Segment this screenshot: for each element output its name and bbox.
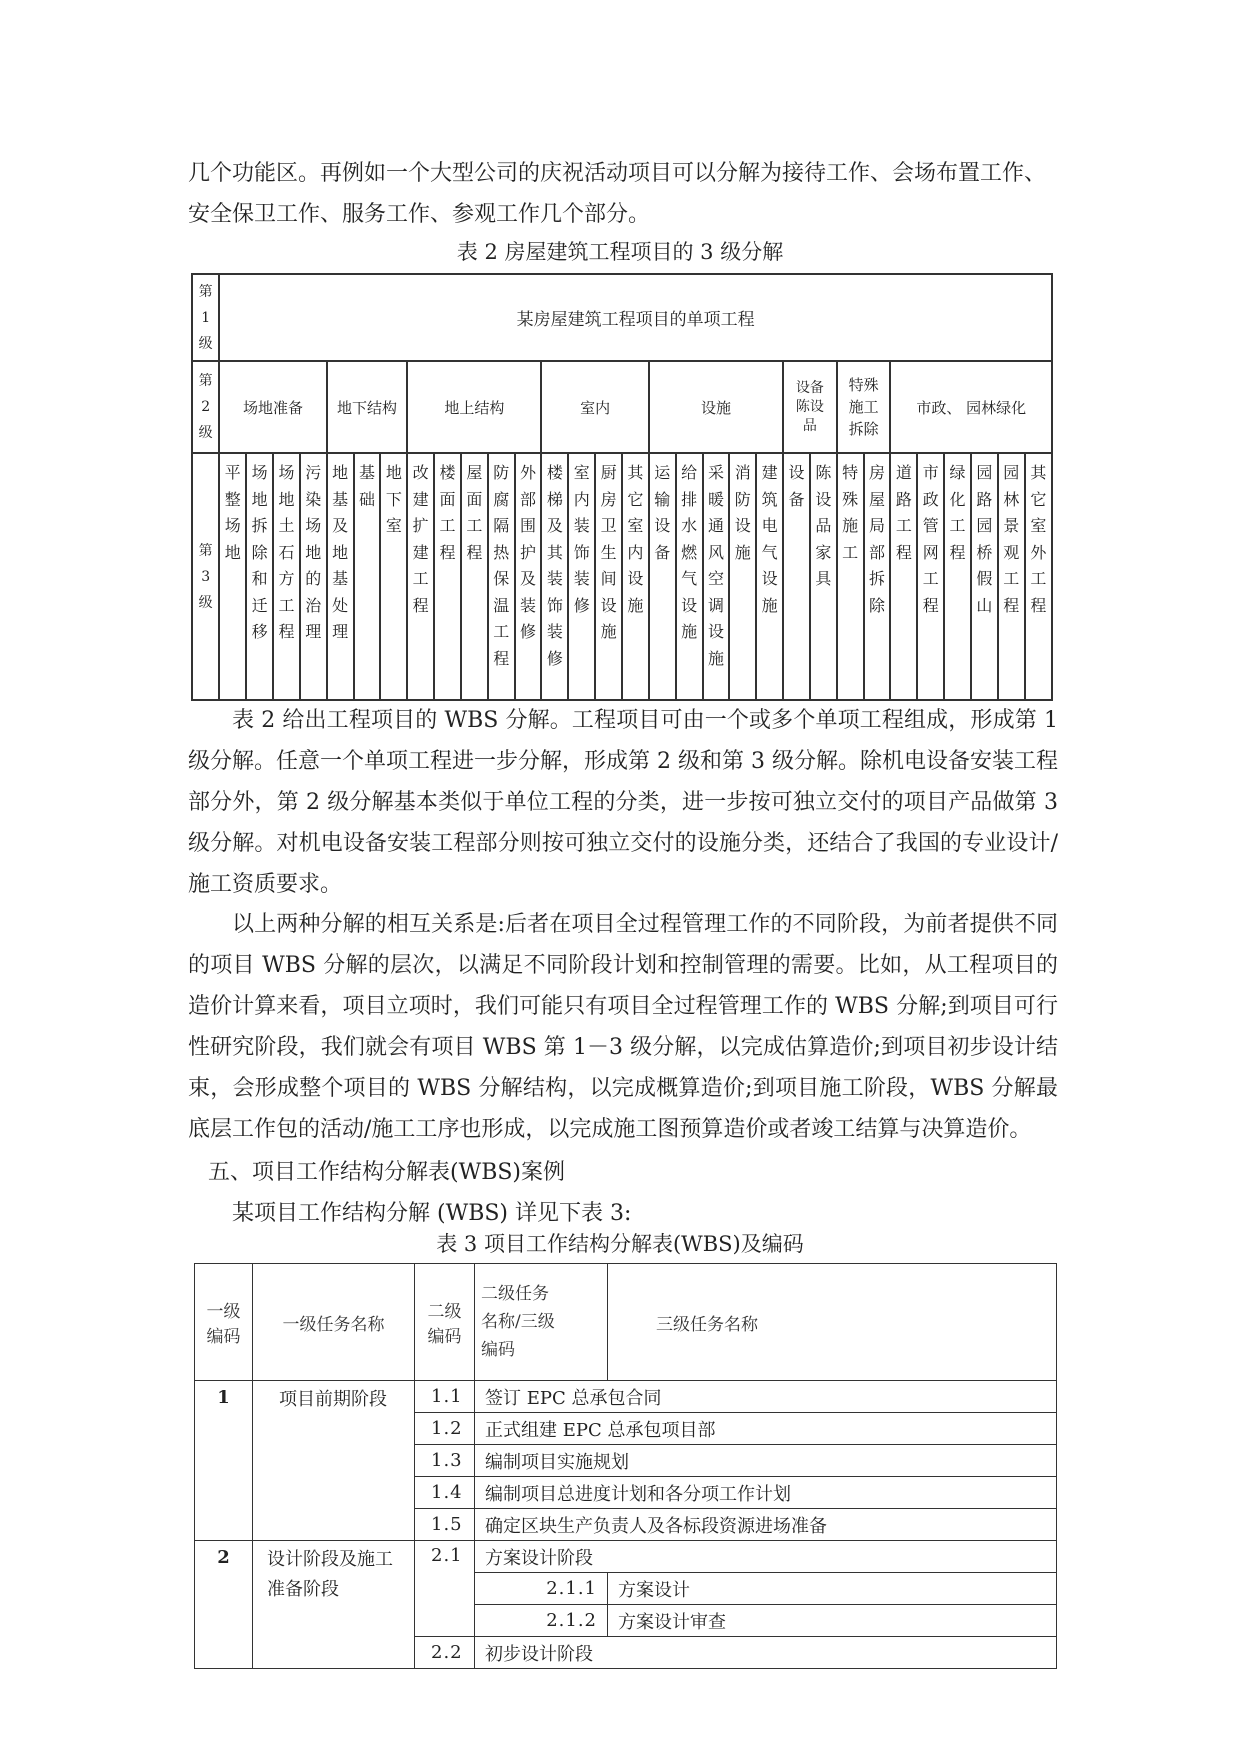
level-3-cell: 地下室 [380, 453, 407, 700]
section-heading-5: 五、项目工作结构分解表(WBS)案例 [208, 1160, 566, 1185]
level-3-cell: 园林景观工程 [998, 453, 1025, 700]
level3-name: 方案设计审查 [608, 1605, 1057, 1637]
header-level1-code: 一级编码 [195, 1264, 253, 1381]
level-3-cell: 屋面工程 [461, 453, 488, 700]
paragraph-3: 以上两种分解的相互关系是:后者在项目全过程管理工作的不同阶段，为前者提供不同的项目 WBS 分解的层次，以满足不同阶段计划和控制管理的需要。比如，从工程项目的造价计算来看，项目立项时，我们可能只有项目全过程管理工作的 WBS 分解;到项目可行性研究阶段，我们就会有项目 WBS 第 1－3 级分解，以完成估算造价;到项目初步设计结束，会形成整个项目的 WBS 分解结构，以完成概算造价;到项目施工阶段，WBS 分解最底层工作包的活动/施工工序也形成，以完成施工图预算造价或者竣工结算与决算造价。 [188, 912, 1058, 1142]
level-3-cell: 场地土石方工程 [273, 453, 300, 700]
level2-code: 2.2 [415, 1637, 475, 1669]
level-3-cell: 楼面工程 [434, 453, 461, 700]
level-3-cell: 特殊施工 [837, 453, 864, 700]
level2-name: 编制项目实施规划 [475, 1445, 1057, 1477]
level-2-cell: 设备陈设品 [783, 361, 837, 453]
level-3-cell: 外部围护及装修 [515, 453, 542, 700]
level-3-cell: 室内装饰装修 [568, 453, 595, 700]
level-3-cell: 地基及地基处理 [327, 453, 354, 700]
level2-code: 1.3 [415, 1445, 475, 1477]
level-2-cell: 室内 [541, 361, 648, 453]
table-2-caption: 表 2 房屋建筑工程项目的 3 级分解 [456, 240, 784, 264]
level-3-cell: 基础 [354, 453, 381, 700]
level-2-cell: 设施 [649, 361, 783, 453]
level-1-title: 某房屋建筑工程项目的单项工程 [219, 274, 1052, 361]
header-level3-name: 三级任务名称 [608, 1264, 1057, 1381]
level2-name: 编制项目总进度计划和各分项工作计划 [475, 1477, 1057, 1509]
level2-code: 1.2 [415, 1413, 475, 1445]
level-3-cell: 房屋局部拆除 [864, 453, 891, 700]
level-1-label: 第1级 [192, 274, 219, 361]
level2-name: 正式组建 EPC 总承包项目部 [475, 1413, 1057, 1445]
level-2-cell: 地下结构 [327, 361, 408, 453]
table-2 [191, 273, 1053, 701]
level-2-cell: 特殊施工拆除 [837, 361, 891, 453]
paragraph-2: 表 2 给出工程项目的 WBS 分解。工程项目可由一个或多个单项工程组成，形成第 1 级分解。任意一个单项工程进一步分解，形成第 2 级和第 3 级分解。除机电设备安装工程部分外，第 2 级分解基本类似于单位工程的分类，进一步按可独立交付的项目产品做第 3 级分解。对机电设备安装工程部分则按可独立交付的设施分类，还结合了我国的专业设计/施工资质要求。 [188, 708, 1058, 897]
level-3-cell: 其它室外工程 [1025, 453, 1052, 700]
level-3-cell: 运输设备 [649, 453, 676, 700]
header-level2-code: 二级编码 [415, 1264, 475, 1381]
level3-code: 2.1.2 [475, 1605, 608, 1637]
level-3-cell: 设备 [783, 453, 810, 700]
header-level2-name: 二级任务名称/三级编码 [475, 1264, 608, 1381]
level-2-cell: 地上结构 [407, 361, 541, 453]
header-level1-name: 一级任务名称 [253, 1264, 415, 1381]
level-3-cell: 楼梯及其装饰装修 [541, 453, 568, 700]
level-2-cell: 市政、 园林绿化 [890, 361, 1052, 453]
level-3-cell: 采暖通风空调设施 [703, 453, 730, 700]
table-3-caption: 表 3 项目工作结构分解表(WBS)及编码 [436, 1232, 804, 1256]
level1-name: 设计阶段及施工准备阶段 [253, 1541, 415, 1669]
level-3-cell: 其它室内设施 [622, 453, 649, 700]
level-2-cell: 场地准备 [219, 361, 326, 453]
paragraph-4: 某项目工作结构分解 (WBS) 详见下表 3: [232, 1201, 632, 1226]
level2-name: 签订 EPC 总承包合同 [475, 1381, 1057, 1413]
level-3-cell: 道路工程 [890, 453, 917, 700]
level-3-cell: 厨房卫生间设施 [595, 453, 622, 700]
level2-code: 1.1 [415, 1381, 475, 1413]
level2-name: 确定区块生产负责人及各标段资源进场准备 [475, 1509, 1057, 1541]
paragraph-1-line-1: 几个功能区。再例如一个大型公司的庆祝活动项目可以分解为接待工作、会场布置工作、 [188, 161, 1047, 186]
level2-code: 1.4 [415, 1477, 475, 1509]
level-2-label: 第2级 [192, 361, 219, 453]
level-3-cell: 消防设施 [729, 453, 756, 700]
level-3-cell: 改建扩建工程 [407, 453, 434, 700]
level-3-cell: 平整场地 [219, 453, 246, 700]
level1-name: 项目前期阶段 [253, 1381, 415, 1541]
level-3-cell: 建筑电气设施 [756, 453, 783, 700]
level2-name: 方案设计阶段 [475, 1541, 1057, 1573]
level-3-cell: 防腐隔热保温工程 [488, 453, 515, 700]
level3-name: 方案设计 [608, 1573, 1057, 1605]
level2-code: 1.5 [415, 1509, 475, 1541]
level-3-label: 第3级 [192, 453, 219, 700]
level-3-cell: 陈设品家具 [810, 453, 837, 700]
level-3-cell: 场地拆除和迁移 [246, 453, 273, 700]
paragraph-1-line-2: 安全保卫工作、服务工作、参观工作几个部分。 [188, 202, 651, 227]
level-3-cell: 给排水燃气设施 [676, 453, 703, 700]
level2-name: 初步设计阶段 [475, 1637, 1057, 1669]
level-3-cell: 园路园桥假山 [971, 453, 998, 700]
table-3 [194, 1263, 1057, 1669]
level1-code: 1 [195, 1381, 253, 1541]
level-3-cell: 市政管网工程 [917, 453, 944, 700]
level-3-cell: 绿化工程 [944, 453, 971, 700]
level-3-cell: 污染场地的治理 [300, 453, 327, 700]
paragraph-1 [188, 153, 1058, 235]
level3-code: 2.1.1 [475, 1573, 608, 1605]
level2-code: 2.1 [415, 1541, 475, 1637]
level1-code: 2 [195, 1541, 253, 1669]
